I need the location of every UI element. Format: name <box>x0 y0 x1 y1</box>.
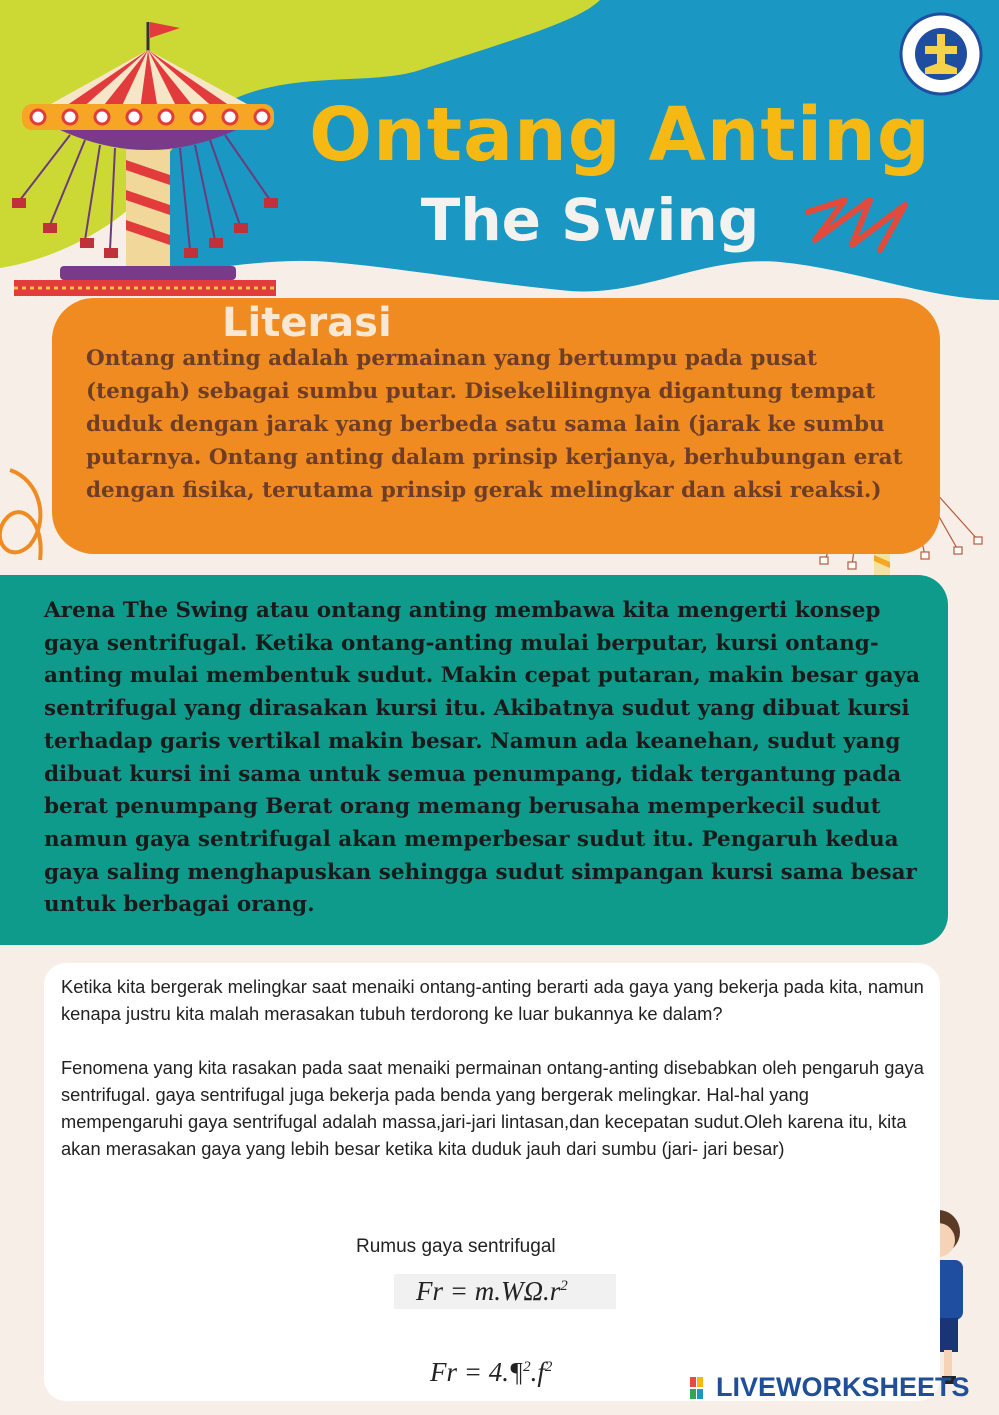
page-title: Ontang Anting <box>309 92 931 178</box>
explanation-text <box>61 973 933 1189</box>
formula-1-exponent: 2 <box>560 1278 568 1294</box>
liveworksheets-logo-icon <box>690 1377 714 1399</box>
formula-2-exponent-2: 2 <box>544 1359 553 1375</box>
orange-swirl <box>0 470 41 560</box>
formula-label: Rumus gaya sentrifugal <box>356 1236 556 1257</box>
literasi-heading: Literasi <box>222 300 392 346</box>
explanation-paragraph-1: Ketika kita bergerak melingkar saat menaiki ontang-anting berarti ada gaya yang bekerja pada kita, namun kenapa justru kita malah merasakan tubuh terdorong ke luar bukannya ke dalam? <box>61 976 924 1024</box>
formula-2-mid: .f <box>530 1357 545 1387</box>
explanation-paragraph-2: Fenomena yang kita rasakan pada saat menaiki permainan ontang-anting disebabkan oleh pengaruh gaya sentrifugal. gaya sentrifugal juga bekerja pada benda yang bergerak melingkar. Hal-hal yang mempengaruhi gaya sentrifugal adalah massa,jari-jari lintasan,dan kecepatan sudut.Oleh karena itu, kita akan merasakan gaya yang lebih besar ketika kita duduk jauh dari sumbu (jari- jari besar) <box>61 1057 924 1159</box>
page-subtitle: The Swing <box>420 186 760 254</box>
formula-centrifugal-1 <box>394 1274 616 1309</box>
school-logo <box>899 12 983 96</box>
formula-1-main: Fr = m.WΩ.r <box>416 1276 561 1306</box>
arena-text: Arena The Swing atau ontang anting membawa kita mengerti konsep gaya sentrifugal. Ketika ontang-anting mulai berputar, kursi ontang-anting mulai membentuk sudut. Makin cepat putaran, makin besar gaya sentrifugal yang dirasakan kursi itu. Akibatnya sudut yang dibuat kursi terhadap garis vertikal makin besar. Namun ada keanehan, sudut yang dibuat kursi ini sama untuk semua penumpang, tidak tergantung pada berat penumpang Berat orang memang berusaha memperkecil sudut namun gaya sentrifugal akan memperbesar sudut itu. Pengaruh kedua gaya saling menghapuskan sehingga sudut simpangan kursi sama besar untuk berbagai orang. <box>44 598 920 918</box>
formula-2-exponent-1: 2 <box>523 1359 531 1375</box>
formula-2-main: Fr = 4.¶ <box>430 1357 524 1387</box>
liveworksheets-watermark[interactable]: LIVEWORKSHEETS <box>716 1372 970 1402</box>
literasi-text: Ontang anting adalah permainan yang bertumpu pada pusat (tengah) sebagai sumbu putar. Disekelilingnya digantung tempat duduk dengan jarak yang berbeda satu sama lain (jarak ke sumbu putarnya. Ontang anting dalam prinsip kerjanya, berhubungan erat dengan fisika, terutama prinsip gerak melingkar dan aksi reaksi.) <box>86 346 903 503</box>
formula-centrifugal-2 <box>430 1357 552 1388</box>
